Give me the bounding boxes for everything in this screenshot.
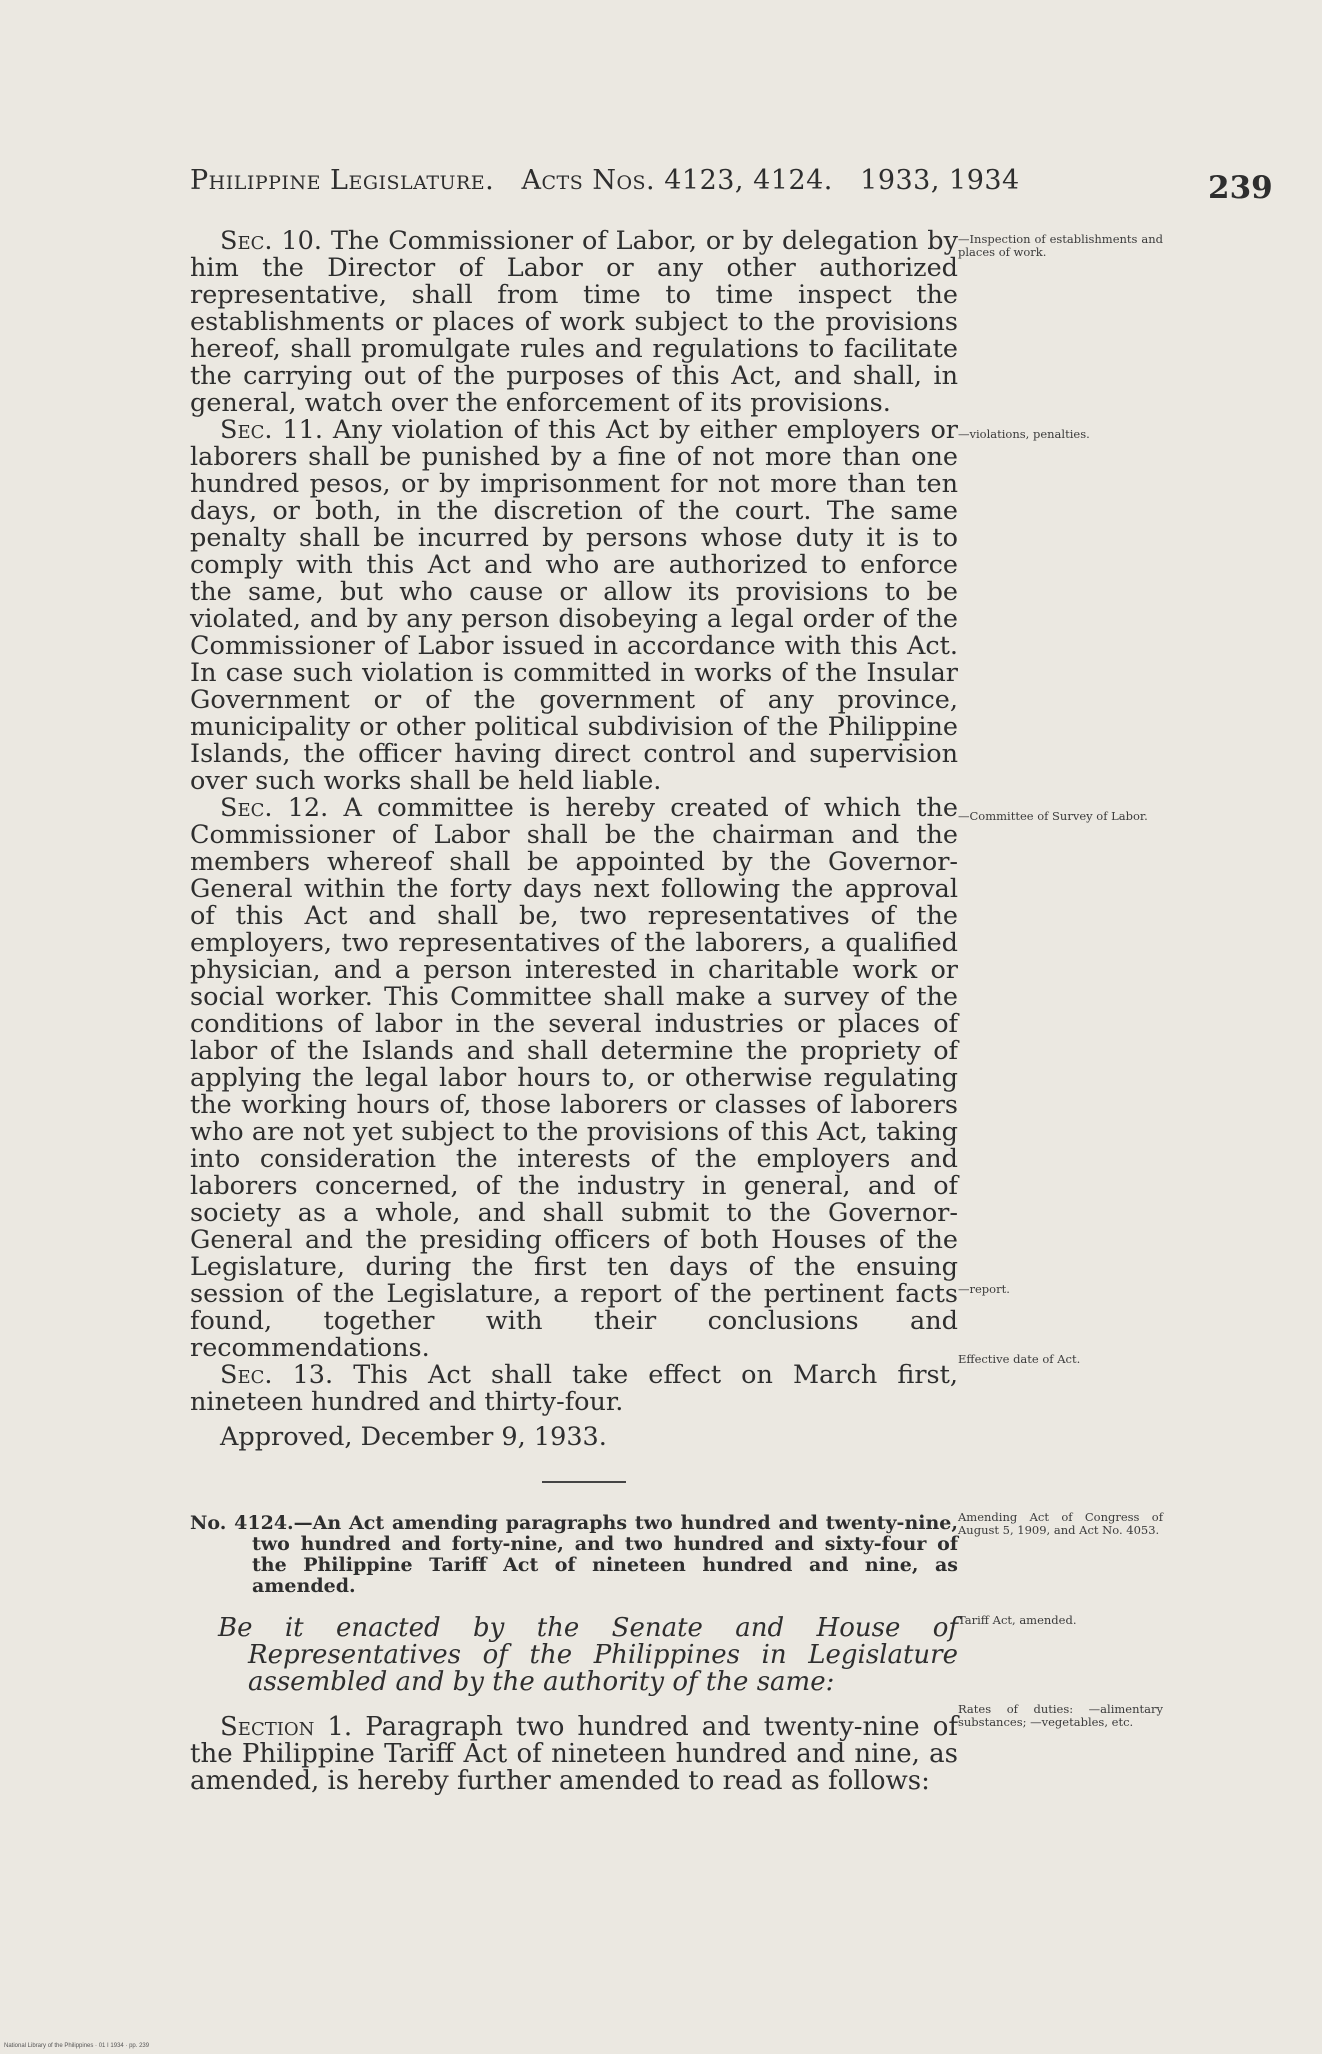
section-10-label: Sec. 10. [220, 226, 322, 256]
note-committee: —Committee of Survey of Labor. [958, 809, 1148, 823]
main-text-column [190, 228, 958, 1795]
section-1 [190, 1714, 958, 1795]
page-number: 239 [1208, 170, 1273, 206]
section-divider [542, 1481, 626, 1483]
running-head-legislature: Philippine Legislature. [190, 165, 495, 196]
section-1-text: Paragraph two hundred and twenty-nine of the Philippine Tariff Act of nineteen hundred and nine, as amended, is hereby further amended to read as follows: [190, 1712, 958, 1796]
section-11-text: Any violation of this Act by either employers or laborers shall be punished by a fine of not more than one hundred pesos, or by imprisonment for not more than ten days, or both, in the discretion of the court. The same penalty shall be incurred by persons whose duty it is to comply with this Act and who are authorized to enforce the same, but who cause or allow its provisions to be violated, and by any person disobeying a legal order of the Commissioner of Labor issued in accordance with this Act. In case such violation is committed in works of the Insular Government or of the government of any province, municipality or other political subdivision of the Philippine Islands, the officer having direct control and supervision over such works shall be held liable. [190, 415, 958, 796]
section-13-text: This Act shall take effect on March first, nineteen hundred and thirty-four. [190, 1360, 958, 1417]
section-1-label: Section 1. [220, 1712, 353, 1742]
section-12-text: A committee is hereby created of which the Commissioner of Labor shall be the chairman and the members whereof shall be appointed by the Governor-General within the forty days next following the approval of this Act and shall be, two representatives of the employers, two representatives of the laborers, a qualified physician, and a person interested in charitable work or social worker. This Committee shall make a survey of the conditions of labor in the several industries or places of labor of the Islands and shall determine the propriety of applying the legal labor hours to, or otherwise regulating the working hours of, those laborers or classes of laborers who are not yet subject to the provisions of this Act, taking into consideration the interests of the employers and laborers concerned, of the industry in general, and of society as a whole, and shall submit to the Governor-General and the presiding officers of both Houses of the Legislature, during the first ten days of the ensuing session of the Legislature, a report of the pertinent facts found, together with their conclusions and recommendations. [190, 793, 958, 1363]
section-12-label: Sec. 12. [220, 793, 329, 823]
running-head-years: 1933, 1934 [860, 165, 1020, 196]
section-13 [190, 1362, 958, 1416]
note-report: —report. [958, 1282, 1010, 1296]
note-rates-of-duties: Rates of duties: —alimentary substances; —vegetables, etc. [958, 1702, 1163, 1729]
approved-date: Approved, December 9, 1933. [220, 1422, 607, 1452]
marginal-notes [958, 0, 1163, 2054]
note-amending-act: Amending Act of Congress of August 5, 1909, and Act No. 4053. [958, 1510, 1163, 1537]
scan-footer: National Library of the Philippines · 01 I 1934 · pp. 239 [4, 2043, 150, 2049]
section-11 [190, 417, 958, 795]
enacting-clause: Be it enacted by the Senate and House of Representatives of the Philippines in Legislature assembled and by the authority of the same: [218, 1613, 958, 1697]
section-10 [190, 228, 958, 417]
section-13-label: Sec. 13. [220, 1360, 334, 1390]
section-11-label: Sec. 11. [220, 415, 323, 445]
note-effective-date: Effective date of Act. [958, 1352, 1081, 1366]
note-tariff-act: Tariff Act, amended. [958, 1613, 1077, 1627]
section-12 [190, 795, 958, 1362]
running-head [190, 165, 1020, 196]
act-4124-title: No. 4124.—An Act amending paragraphs two hundred and twenty-nine, two hundred and forty-nine, and two hundred and sixty-four of the Philippine Tariff Act of nineteen hundred and nine, as amended. [190, 1512, 958, 1597]
note-inspection: —Inspection of establishments and places of work. [958, 232, 1163, 259]
section-10-text: The Commissioner of Labor, or by delegation by him the Director of Labor or any other authorized representative, shall from time to time inspect the establishments or places of work subject to the provisions hereof, shall promulgate rules and regulations to facilitate the carrying out of the purposes of this Act, and shall, in general, watch over the enforcement of its provisions. [190, 226, 958, 418]
note-violations: —violations, penalties. [958, 427, 1090, 441]
running-head-acts: Acts Nos. 4123, 4124. [521, 165, 833, 196]
